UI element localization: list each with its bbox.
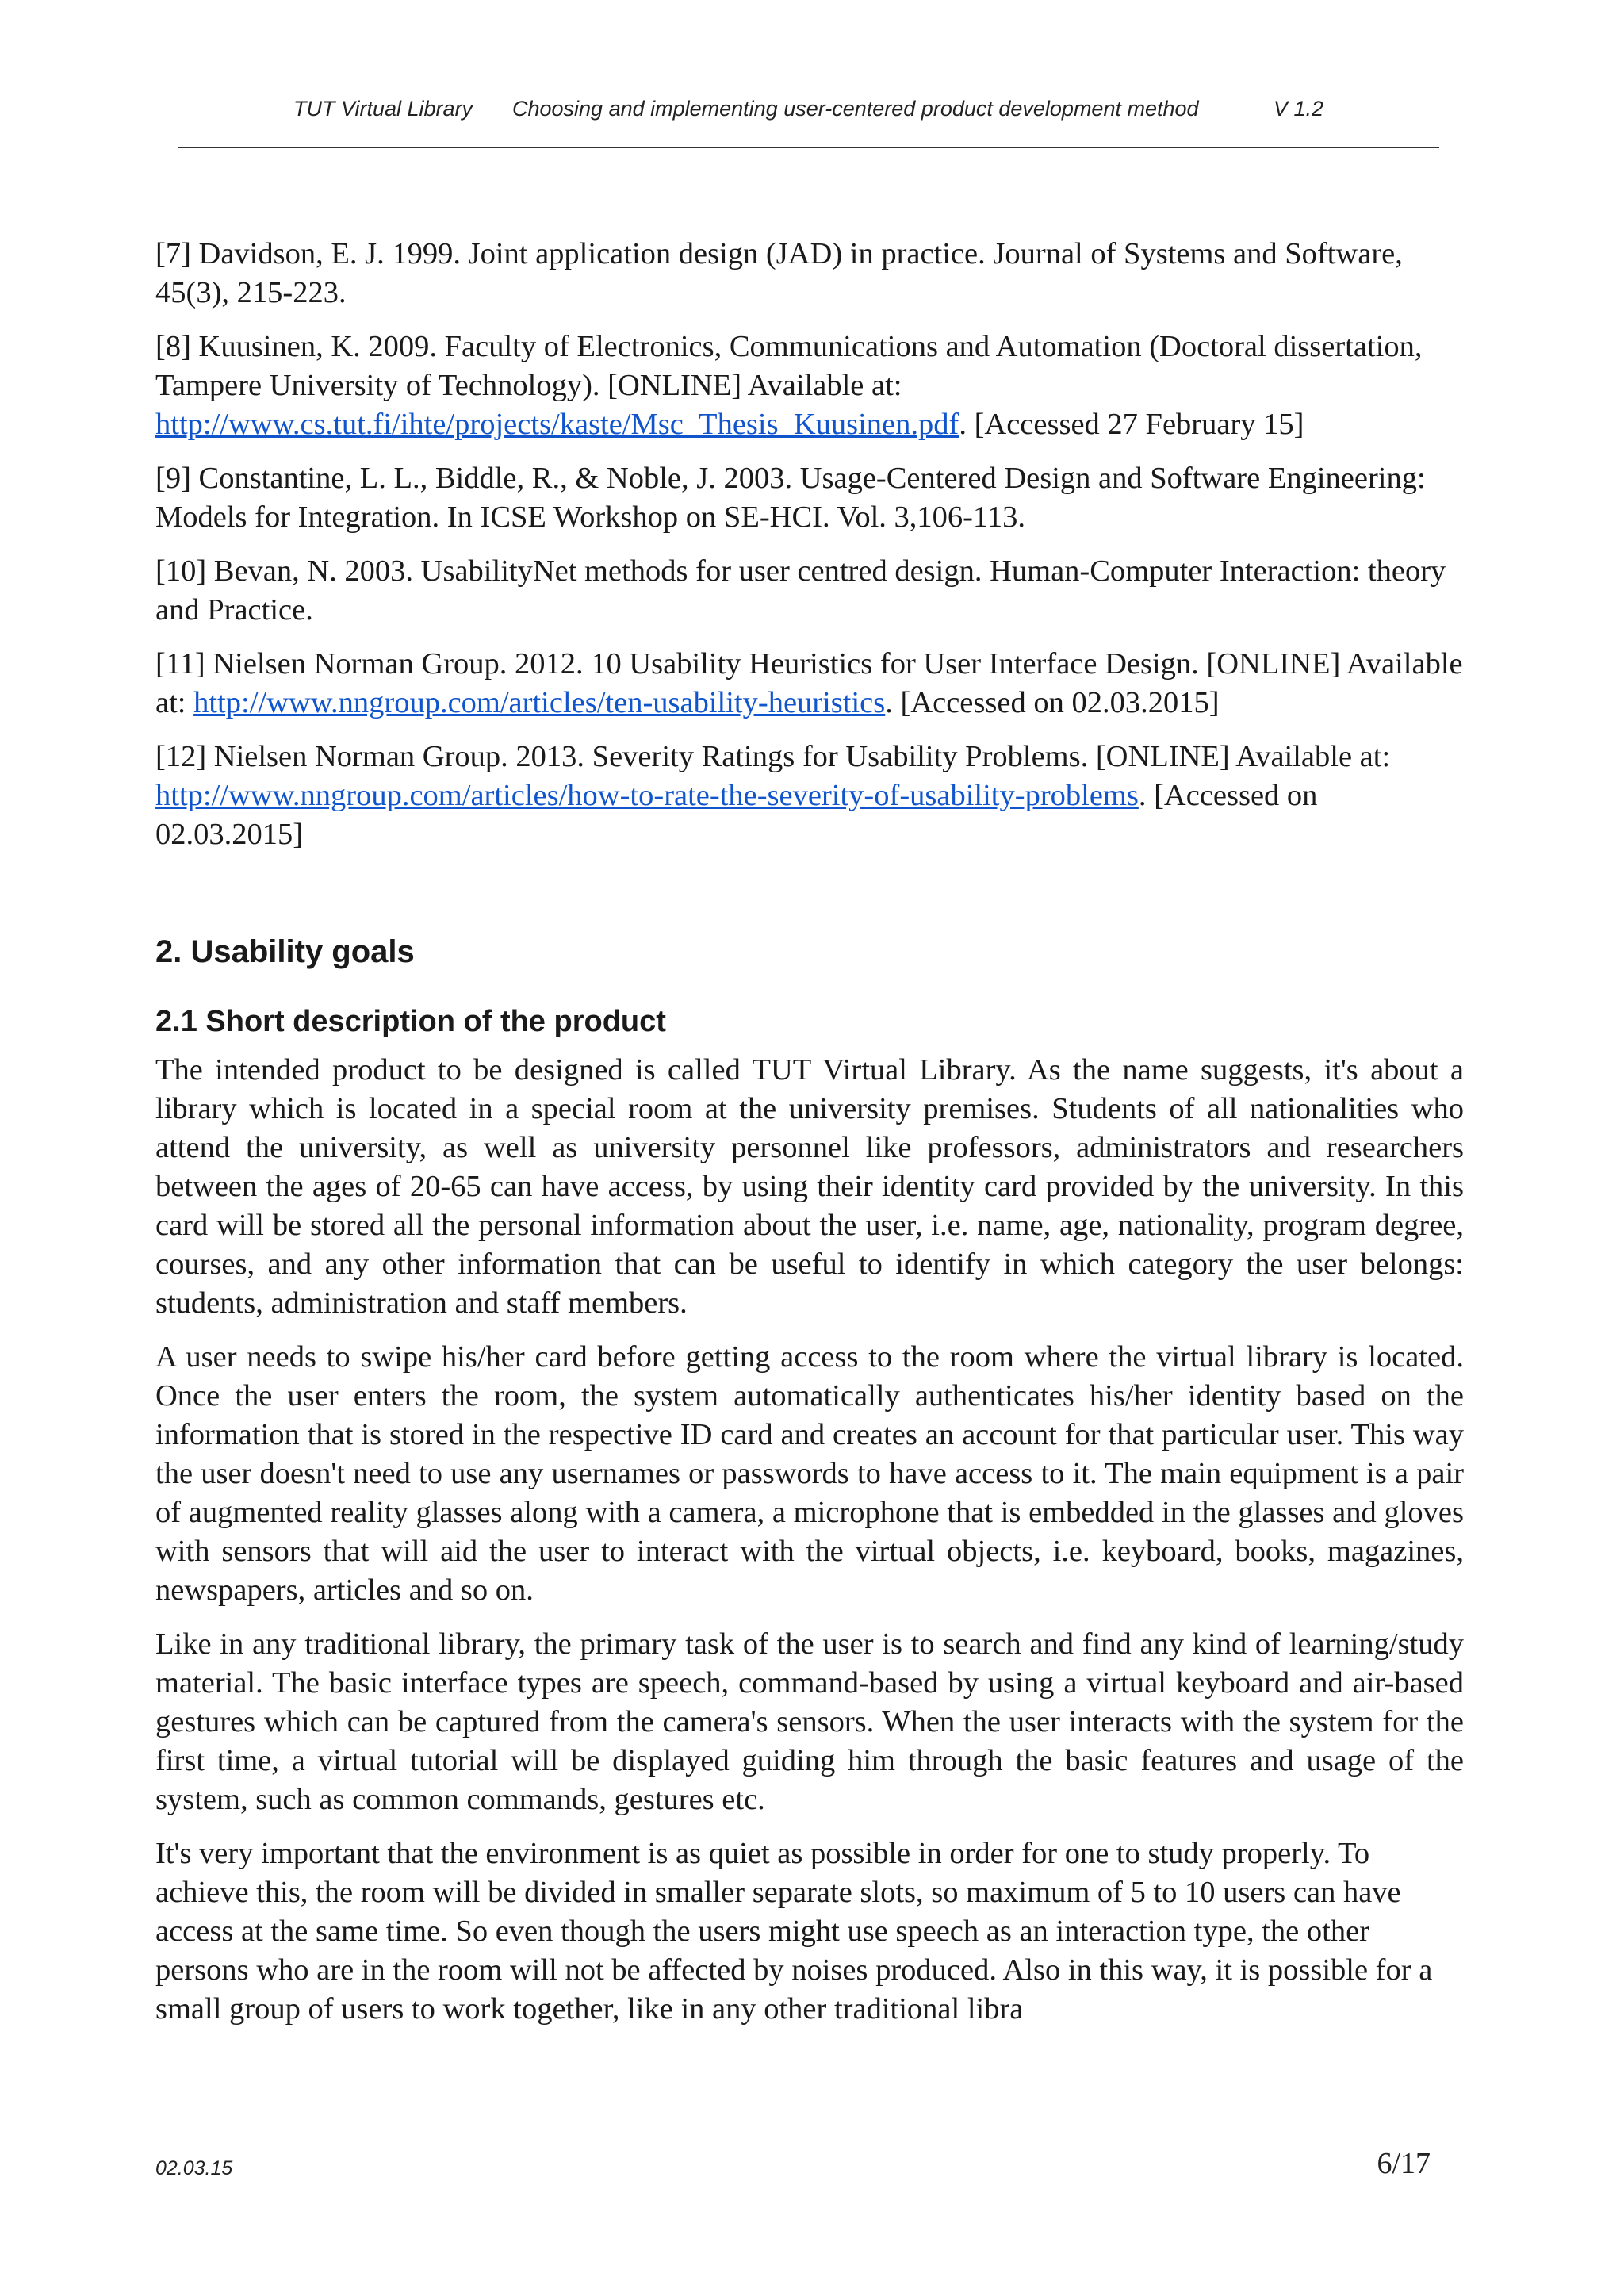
reference-10: [155, 552, 1464, 630]
reference-11: [155, 645, 1464, 723]
reference-text: [8] Kuusinen, K. 2009. Faculty of Electronics, Communications and Automation (Doctoral dissertation, Tampere University of Technology). [ONLINE] Available at:: [155, 330, 1423, 402]
reference-8: [155, 328, 1464, 444]
reference-text: [7] Davidson, E. J. 1999. Joint application design (JAD) in practice. Journal of Systems and Software, 45(3), 215-223.: [155, 237, 1403, 309]
reference-link[interactable]: http://www.nngroup.com/articles/ten-usability-heuristics: [193, 686, 886, 719]
reference-accessed: . [Accessed on 02.03.2015]: [155, 779, 1318, 851]
page-content: [155, 235, 1464, 2044]
header-version: V 1.2: [1274, 97, 1324, 121]
reference-accessed: . [Accessed on 02.03.2015]: [885, 686, 1220, 719]
header-title: TUT Virtual Library: [293, 97, 473, 121]
reference-text: [9] Constantine, L. L., Biddle, R., & Noble, J. 2003. Usage-Centered Design and Software Engineering: Models for Integration. In ICSE Workshop on SE-HCI. Vol. 3,106-113.: [155, 462, 1426, 534]
reference-text: [12] Nielsen Norman Group. 2013. Severity Ratings for Usability Problems. [ONLINE] Available at:: [155, 740, 1391, 773]
header-divider: [178, 147, 1439, 148]
reference-9: [155, 459, 1464, 537]
reference-text: [11] Nielsen Norman Group. 2012. 10 Usability Heuristics for User Interface Design. [ONLINE] Available at:: [155, 647, 1463, 719]
header-subtitle: Choosing and implementing user-centered product development method: [512, 97, 1199, 121]
reference-text: [10] Bevan, N. 2003. UsabilityNet methods for user centred design. Human-Computer Interaction: theory and Practice.: [155, 554, 1446, 627]
paragraph-4: It's very important that the environment is as quiet as possible in order for one to study properly. To achieve this, the room will be divided in smaller separate slots, so maximum of 5 to 10 users can have access at the same time. So even though the users might use speech as an interaction type, the other persons who are in the room will not be affected by noises produced. Also in this way, it is possible for a small group of users to work together, like in any other traditional libra: [155, 1837, 1433, 2026]
reference-7: [155, 235, 1464, 312]
reference-12: [155, 738, 1464, 854]
section-heading: 2. Usability goals: [155, 934, 415, 969]
reference-accessed: . [Accessed 27 February 15]: [959, 408, 1304, 441]
paragraph-2: A user needs to swipe his/her card before getting access to the room where the virtual library is located. Once the user enters the room, the system automatically authenticates his/her identity based on the information that is stored in the respective ID card and creates an account for that particular user. This way the user doesn't need to use any usernames or passwords to have access to it. The main equipment is a pair of augmented reality glasses along with a camera, a microphone that is embedded in the glasses and gloves with sensors that will aid the user to interact with the virtual objects, i.e. keyboard, books, magazines, newspapers, articles and so on.: [155, 1340, 1464, 1607]
footer-date: 02.03.15: [155, 2157, 233, 2179]
page-number: 6/17: [1377, 2147, 1431, 2180]
subsection-heading: 2.1 Short description of the product: [155, 1005, 666, 1038]
paragraph-1: The intended product to be designed is called TUT Virtual Library. As the name suggests, it's about a library which is located in a special room at the university premises. Students of all nationalities who attend the university, as well as university personnel like professors, administrators and researchers between the ages of 20-65 can have access, by using their identity card provided by the university. In this card will be stored all the personal information about the user, i.e. name, age, nationality, program degree, courses, and any other information that can be useful to identify in which category the user belongs: students, administration and staff members.: [155, 1053, 1464, 1320]
reference-link[interactable]: http://www.cs.tut.fi/ihte/projects/kaste/Msc_Thesis_Kuusinen.pdf: [155, 408, 959, 441]
reference-link[interactable]: http://www.nngroup.com/articles/how-to-rate-the-severity-of-usability-problems: [155, 779, 1139, 812]
paragraph-3: Like in any traditional library, the primary task of the user is to search and find any kind of learning/study material. The basic interface types are speech, command-based by using a virtual keyboard and air-based gestures which can be captured from the camera's sensors. When the user interacts with the system for the first time, a virtual tutorial will be displayed guiding him through the basic features and usage of the system, such as common commands, gestures etc.: [155, 1627, 1464, 1816]
